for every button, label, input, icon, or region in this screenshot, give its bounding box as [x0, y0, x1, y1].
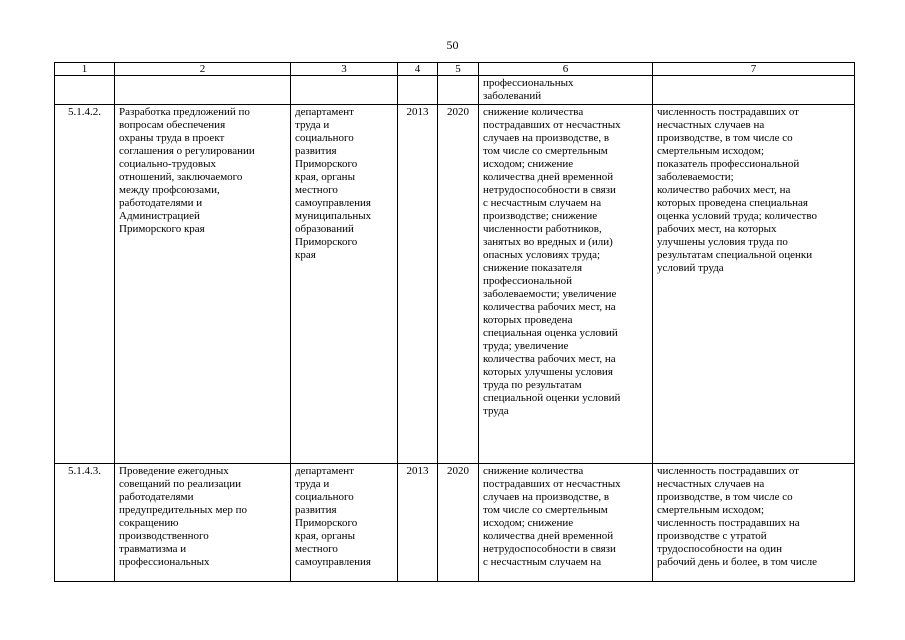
cell-text-line: профессиональной	[483, 275, 572, 287]
cell-text-line: труда и	[295, 478, 330, 490]
cell-text-line: несчастных случаев на	[657, 478, 765, 490]
cell-text-line: развития	[295, 145, 337, 157]
cell-text-line: травматизма и	[119, 543, 187, 555]
cell-text-line: самоуправления	[295, 556, 371, 568]
result-cell	[479, 76, 653, 105]
cell-text-line: несчастных случаев на	[657, 119, 765, 131]
cell-text-line: совещаний по реализации	[119, 478, 242, 490]
column-header: 4	[398, 63, 438, 76]
table-row	[55, 105, 855, 464]
cell-text-line: социального	[295, 132, 354, 144]
cell-text-line: численность пострадавших от	[657, 465, 799, 477]
cell-text-line: трудоспособности на один	[657, 543, 783, 555]
cell-text-line: самоуправления	[295, 197, 371, 209]
cell-text-line: опасных условиях труда;	[483, 249, 601, 261]
empty-cell	[55, 76, 115, 105]
indicator-cell	[653, 464, 855, 582]
cell-text-line: края	[295, 249, 316, 261]
cell-text-line: заболеваемости;	[657, 171, 734, 183]
cell-text-line: департамент	[295, 465, 354, 477]
cell-text-line: местного	[295, 184, 338, 196]
measure-cell	[115, 105, 291, 464]
cell-text-line: профессиональных	[119, 556, 210, 568]
empty-cell	[438, 76, 479, 105]
end-year: 2020	[438, 464, 479, 582]
cell-text-line: результатам специальной оценки	[657, 249, 813, 261]
cell-text-line: показатель профессиональной	[657, 158, 800, 170]
cell-text-line: социально-трудовых	[119, 158, 216, 170]
cell-text-line: случаев на производстве, в	[483, 491, 610, 503]
cell-text-line: производстве, в том числе со	[657, 132, 793, 144]
cell-text-line: предупредительных мер по	[119, 504, 248, 516]
start-year: 2013	[398, 105, 438, 464]
empty-cell	[115, 76, 291, 105]
cell-text-line: с несчастным случаем на	[483, 197, 602, 209]
executor-cell	[291, 105, 398, 464]
column-header: 5	[438, 63, 479, 76]
cell-text-line: оценка условий труда; количество	[657, 210, 817, 222]
cell-text-line: численности работников,	[483, 223, 602, 235]
cell-text-line: сокращению	[119, 517, 179, 529]
cell-text-line: работодателями	[119, 491, 194, 503]
table-row	[55, 464, 855, 582]
executor-cell	[291, 464, 398, 582]
cell-text-line: количества дней временной	[483, 171, 614, 183]
cell-text-line: том числе со смертельным	[483, 145, 608, 157]
cell-text-line: рабочий день и более, в том числе	[657, 556, 818, 568]
result-cell	[479, 464, 653, 582]
cell-text-line: численность пострадавших от	[657, 106, 799, 118]
cell-text-line: количества рабочих мест, на	[483, 301, 616, 313]
indicator-cell	[653, 105, 855, 464]
cell-text-line: Администрацией	[119, 210, 200, 222]
cell-text-line: труда и	[295, 119, 330, 131]
cell-text-line: муниципальных	[295, 210, 372, 222]
cell-text-line: численность пострадавших на	[657, 517, 800, 529]
column-header: 2	[115, 63, 291, 76]
cell-text-line: количества дней временной	[483, 530, 614, 542]
cell-text-line: пострадавших от несчастных	[483, 478, 621, 490]
result-cell	[479, 105, 653, 464]
cell-text-line: количества рабочих мест, на	[483, 353, 616, 365]
cell-text-line: социального	[295, 491, 354, 503]
cell-text-line: занятых во вредных и (или)	[483, 236, 613, 248]
item-number: 5.1.4.3.	[55, 464, 115, 582]
cell-text-line: рабочих мест, на которых	[657, 223, 777, 235]
cell-text-line: производстве; снижение	[483, 210, 598, 222]
cell-text-line: нетрудоспособности в связи	[483, 543, 616, 555]
cell-text-line: охраны труда в проект	[119, 132, 225, 144]
cell-text-line: смертельным исходом;	[657, 504, 765, 516]
end-year: 2020	[438, 105, 479, 464]
cell-text-line: соглашения о регулировании	[119, 145, 255, 157]
column-header: 1	[55, 63, 115, 76]
column-header: 6	[479, 63, 653, 76]
start-year: 2013	[398, 464, 438, 582]
cell-text-line: которых улучшены условия	[483, 366, 613, 378]
cell-text-line: исходом; снижение	[483, 517, 574, 529]
cell-text-line: Приморского края	[119, 223, 205, 235]
table-header-row	[55, 63, 855, 76]
cell-text-line: отношений, заключаемого	[119, 171, 243, 183]
cell-text-line: работодателями и	[119, 197, 203, 209]
cell-text-line: исходом; снижение	[483, 158, 574, 170]
cell-text-line: специальной оценки условий	[483, 392, 621, 404]
cell-text-line: пострадавших от несчастных	[483, 119, 621, 131]
cell-text-line: заболеваний	[483, 90, 542, 102]
cell-text-line: труда по результатам	[483, 379, 582, 391]
empty-cell	[291, 76, 398, 105]
cell-text-line: смертельным исходом;	[657, 145, 765, 157]
cell-text-line: образований	[295, 223, 354, 235]
cell-text-line: вопросам обеспечения	[119, 119, 226, 131]
cell-text-line: труда; увеличение	[483, 340, 569, 352]
cell-text-line: специальная оценка условий	[483, 327, 618, 339]
cell-text-line: Приморского	[295, 517, 358, 529]
measure-cell	[115, 464, 291, 582]
empty-cell	[398, 76, 438, 105]
cell-text-line: труда	[483, 405, 509, 417]
cell-text-line: Приморского	[295, 236, 358, 248]
page-number: 50	[446, 38, 459, 52]
cell-text-line: развития	[295, 504, 337, 516]
cell-text-line: нетрудоспособности в связи	[483, 184, 616, 196]
cell-text-line: Разработка предложений по	[119, 106, 250, 118]
cell-text-line: края, органы	[295, 171, 355, 183]
cell-text-line: Проведение ежегодных	[119, 465, 229, 477]
cell-text-line: местного	[295, 543, 338, 555]
item-number: 5.1.4.2.	[55, 105, 115, 464]
cell-text-line: производстве с утратой	[657, 530, 767, 542]
cell-text-line: профессиональных	[483, 77, 574, 89]
cell-text-line: Приморского	[295, 158, 358, 170]
cell-text-line: случаев на производстве, в	[483, 132, 610, 144]
table-row-continued	[55, 76, 855, 105]
column-header: 7	[653, 63, 855, 76]
cell-text-line: между профсоюзами,	[119, 184, 220, 196]
cell-text-line: производственного	[119, 530, 209, 542]
cell-text-line: том числе со смертельным	[483, 504, 608, 516]
empty-cell	[653, 76, 855, 105]
cell-text-line: производстве, в том числе со	[657, 491, 793, 503]
cell-text-line: которых проведена специальная	[657, 197, 808, 209]
cell-text-line: улучшены условия труда по	[657, 236, 788, 248]
cell-text-line: снижение количества	[483, 465, 584, 477]
cell-text-line: количество рабочих мест, на	[657, 184, 791, 196]
cell-text-line: снижение показателя	[483, 262, 583, 274]
cell-text-line: которых проведена	[483, 314, 573, 326]
cell-text-line: условий труда	[657, 262, 724, 274]
cell-text-line: департамент	[295, 106, 354, 118]
cell-text-line: с несчастным случаем на	[483, 556, 602, 568]
cell-text-line: заболеваемости; увеличение	[483, 288, 617, 300]
cell-text-line: снижение количества	[483, 106, 584, 118]
measures-table	[54, 62, 855, 582]
cell-text-line: края, органы	[295, 530, 355, 542]
column-header: 3	[291, 63, 398, 76]
